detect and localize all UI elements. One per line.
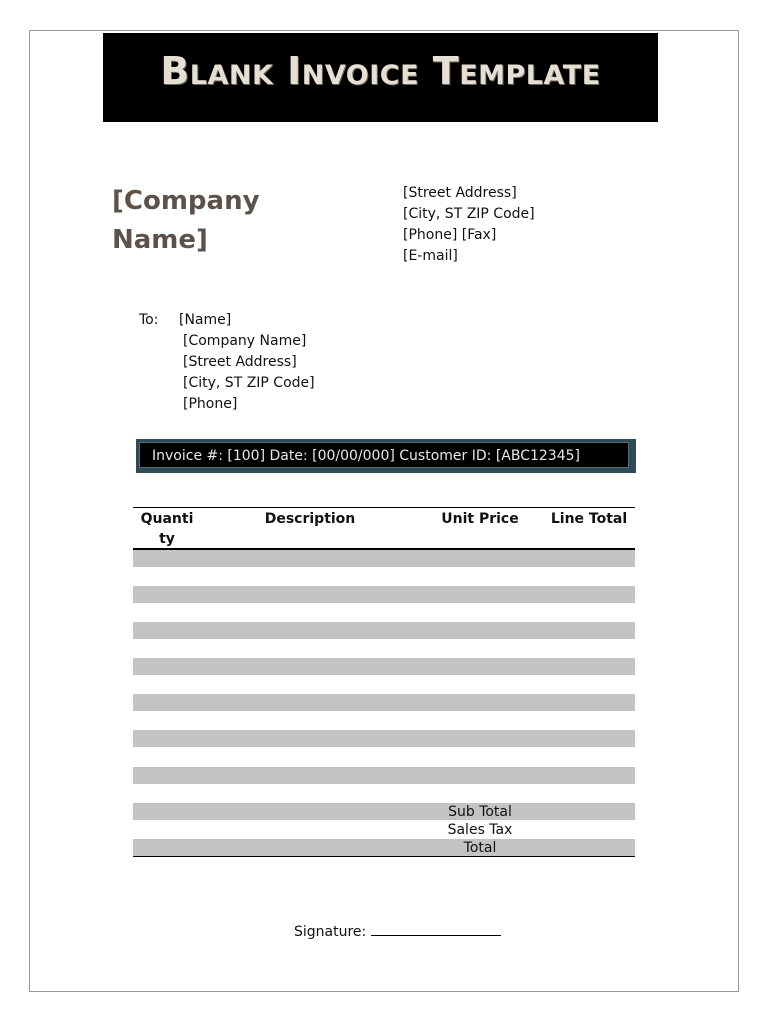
total-label: Total bbox=[463, 840, 497, 856]
company-phone-fax: [Phone] [Fax] bbox=[403, 227, 497, 243]
recipient-phone: [Phone] bbox=[183, 396, 238, 412]
header-line-total: Line Total bbox=[550, 511, 628, 527]
invoice-info-bar bbox=[136, 439, 636, 473]
table-row[interactable] bbox=[133, 550, 635, 567]
recipient-address-block bbox=[183, 331, 315, 415]
recipient-name: [Name] bbox=[179, 312, 232, 328]
total-row[interactable] bbox=[133, 839, 635, 856]
signature-block bbox=[294, 922, 501, 941]
invoice-info-box bbox=[139, 442, 629, 468]
company-address-block bbox=[403, 183, 535, 267]
subtotal-label: Sub Total bbox=[448, 804, 512, 820]
header-quantity: Quanti ty bbox=[140, 511, 194, 547]
company-city: [City, ST ZIP Code] bbox=[403, 206, 535, 222]
subtotal-row[interactable] bbox=[133, 803, 635, 820]
table-top-rule bbox=[133, 507, 635, 508]
table-row[interactable] bbox=[133, 730, 635, 747]
table-row[interactable] bbox=[133, 767, 635, 784]
recipient-city: [City, ST ZIP Code] bbox=[183, 375, 315, 391]
page-title: Blank Invoice Template bbox=[160, 49, 601, 93]
table-bottom-rule bbox=[133, 856, 635, 857]
table-row[interactable] bbox=[133, 694, 635, 711]
company-email: [E-mail] bbox=[403, 248, 458, 264]
to-label: To: bbox=[139, 312, 159, 328]
invoice-info-text: Invoice #: [100] Date: [00/00/000] Customer ID: [ABC12345] bbox=[152, 448, 580, 464]
table-row[interactable] bbox=[133, 586, 635, 603]
recipient-company: [Company Name] bbox=[183, 333, 307, 349]
header-unit-price: Unit Price bbox=[441, 511, 519, 527]
table-row[interactable] bbox=[133, 658, 635, 675]
signature-line[interactable] bbox=[371, 922, 501, 936]
header-description: Description bbox=[264, 511, 356, 527]
company-street: [Street Address] bbox=[403, 185, 517, 201]
sales-tax-label: Sales Tax bbox=[447, 822, 513, 838]
recipient-street: [Street Address] bbox=[183, 354, 297, 370]
table-row[interactable] bbox=[133, 622, 635, 639]
signature-label: Signature: bbox=[294, 924, 367, 940]
company-name: [Company Name] bbox=[112, 186, 260, 255]
title-banner bbox=[103, 33, 658, 122]
